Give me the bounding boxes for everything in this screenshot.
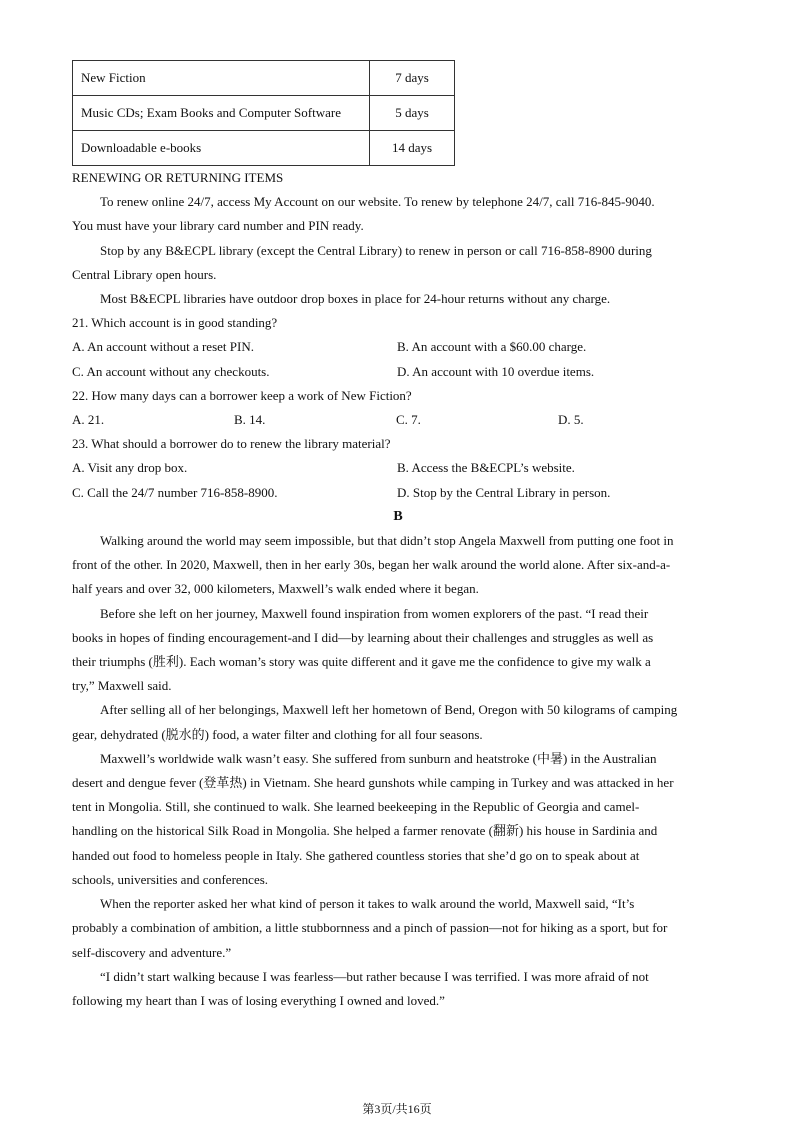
- passage-b-line: following my heart than I was of losing everything I owned and loved.”: [72, 992, 445, 1008]
- passage-b-line: Walking around the world may seem impossible, but that didn’t stop Angela Maxwell from putting one foot in: [100, 533, 674, 549]
- option-c: C. An account without any checkouts.: [72, 363, 270, 379]
- passage-b-line: half years and over 32, 000 kilometers, Maxwell’s walk ended where it began.: [72, 581, 479, 597]
- option-b: B. An account with a $60.00 charge.: [397, 339, 587, 355]
- renew-heading: RENEWING OR RETURNING ITEMS: [72, 170, 284, 185]
- table-row: [73, 61, 455, 96]
- option-c: C. Call the 24/7 number 716-858-8900.: [72, 484, 278, 500]
- option-a: A. Visit any drop box.: [72, 460, 188, 476]
- option-a: A. An account without a reset PIN.: [72, 339, 254, 355]
- renew-paragraph-3: Most B&ECPL libraries have outdoor drop boxes in place for 24-hour returns without any charge.: [100, 291, 611, 307]
- table-cell-type: Downloadable e-books: [73, 131, 370, 166]
- question-22-stem: 22. How many days can a borrower keep a work of New Fiction?: [72, 387, 412, 403]
- passage-b-line: schools, universities and conferences.: [72, 871, 269, 887]
- question-21-stem: 21. Which account is in good standing?: [72, 315, 278, 331]
- question-21-options-row-2: [72, 360, 724, 384]
- page-footer: 第3页/共16页: [362, 1102, 432, 1116]
- passage-b-line: try,” Maxwell said.: [72, 678, 172, 694]
- passage-b-line: handling on the historical Silk Road in Mongolia. She helped a farmer renovate (翻新) his house in Sardinia and: [72, 823, 658, 839]
- table-cell-period: 5 days: [370, 96, 455, 131]
- document-body: [72, 166, 724, 1013]
- option-b: B. Access the B&ECPL’s website.: [397, 460, 575, 476]
- option-d: D. 5.: [558, 412, 584, 428]
- passage-b: [72, 529, 724, 1013]
- table-row: [73, 131, 455, 166]
- table-row: [73, 96, 455, 131]
- passage-b-line: self-discovery and adventure.”: [72, 944, 232, 960]
- question-23-stem: 23. What should a borrower do to renew the library material?: [72, 436, 391, 452]
- passage-b-line: their triumphs (胜利). Each woman’s story was quite different and it gave me the confidence to give my walk a: [72, 654, 651, 670]
- section-heading-b: B: [393, 508, 403, 524]
- loan-period-table: [72, 60, 455, 166]
- table-cell-type: New Fiction: [73, 61, 370, 96]
- table-cell-period: 7 days: [370, 61, 455, 96]
- option-d: D. Stop by the Central Library in person.: [397, 484, 611, 500]
- passage-b-line: front of the other. In 2020, Maxwell, then in her early 30s, began her walk around the world alone. After six-and-a-: [72, 557, 671, 573]
- option-a: A. 21.: [72, 412, 105, 428]
- passage-b-line: Maxwell’s worldwide walk wasn’t easy. She suffered from sunburn and heatstroke (中暑) in the Australian: [100, 750, 657, 766]
- passage-b-line: handed out food to homeless people in Italy. She gathered countless stories that she’d go on to speak about at: [72, 847, 640, 863]
- passage-b-line: tent in Mongolia. Still, she continued to walk. She learned beekeeping in the Republic of Georgia and camel-: [72, 799, 640, 815]
- passage-b-line: gear, dehydrated (脱水的) food, a water filter and clothing for all four seasons.: [72, 726, 483, 742]
- renew-paragraph-1-line-1: To renew online 24/7, access My Account on our website. To renew by telephone 24/7, call 716-845-9040.: [100, 194, 655, 210]
- option-b: B. 14.: [234, 412, 266, 428]
- passage-b-line: desert and dengue fever (登革热) in Vietnam. She heard gunshots while camping in Turkey and was attacked in her: [72, 775, 674, 791]
- table-cell-type: Music CDs; Exam Books and Computer Software: [73, 96, 370, 131]
- option-c: C. 7.: [396, 412, 421, 428]
- renew-paragraph-2-line-2: Central Library open hours.: [72, 266, 217, 282]
- passage-b-line: “I didn’t start walking because I was fearless—but rather because I was terrified. I was more afraid of not: [100, 968, 649, 984]
- table-cell-period: 14 days: [370, 131, 455, 166]
- question-21-options-row-1: [72, 335, 724, 359]
- option-d: D. An account with 10 overdue items.: [397, 363, 595, 379]
- passage-b-line: After selling all of her belongings, Maxwell left her hometown of Bend, Oregon with 50 kilograms of camping: [100, 702, 678, 718]
- question-23-options-row-1: [72, 456, 724, 480]
- question-22-options: [72, 408, 724, 432]
- passage-b-line: When the reporter asked her what kind of person it takes to walk around the world, Maxwell said, “It’s: [100, 896, 635, 912]
- passage-b-line: books in hopes of finding encouragement-and I did—by learning about their challenges and struggles as well as: [72, 629, 654, 645]
- question-23-options-row-2: [72, 481, 724, 505]
- passage-b-line: Before she left on her journey, Maxwell found inspiration from women explorers of the past. “I read their: [100, 605, 649, 621]
- renew-paragraph-1-line-2: You must have your library card number and PIN ready.: [72, 218, 364, 234]
- renew-paragraph-2-line-1: Stop by any B&ECPL library (except the Central Library) to renew in person or call 716-858-8900 during: [100, 242, 652, 258]
- passage-b-line: probably a combination of ambition, a little stubbornness and a pinch of passion—not for hiking as a sport, but for: [72, 920, 668, 936]
